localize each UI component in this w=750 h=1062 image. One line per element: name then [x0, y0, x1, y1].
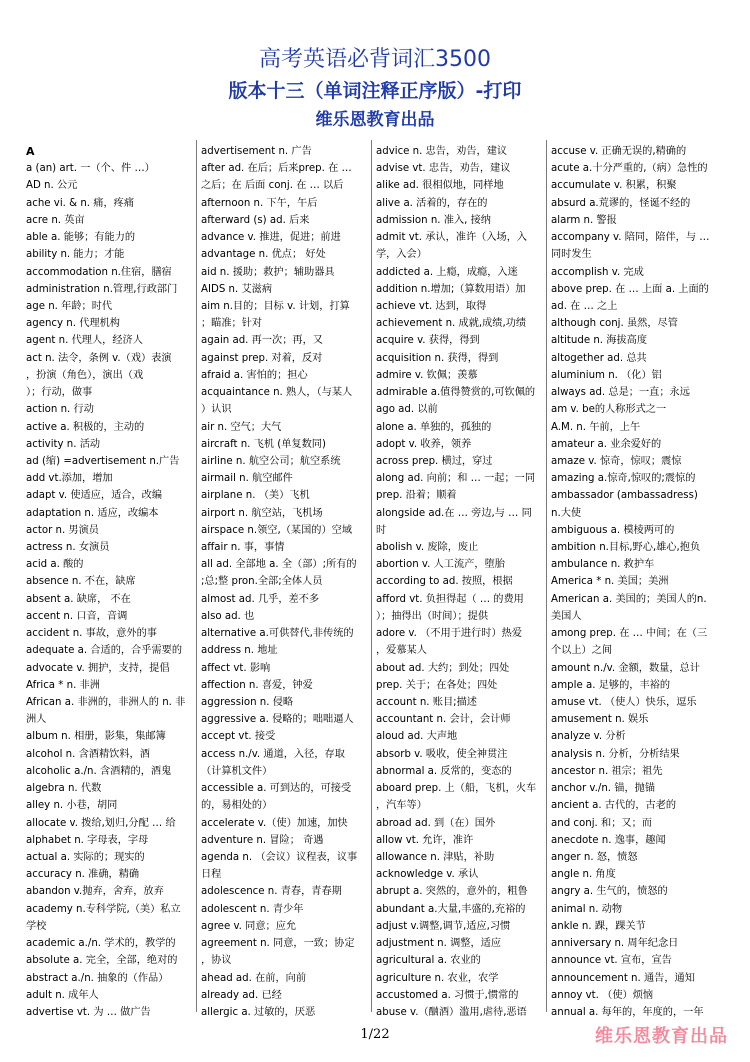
vocab-line: aircraft n. 飞机 (单复数同)	[201, 438, 326, 450]
vocab-line: airplane n. （美）飞机	[201, 490, 310, 502]
vocab-line: ，协议	[201, 955, 232, 967]
vocab-line: affection n. 喜爱，钟爱	[201, 679, 313, 691]
column-divider	[546, 140, 547, 1012]
vocab-line: admire v. 钦佩；羡慕	[376, 369, 478, 381]
vocab-line: academic a./n. 学术的，教学的	[26, 938, 176, 950]
vocab-line: admit vt. 承认，准许（入场，入	[376, 232, 528, 244]
vocab-line: afraid a. 害怕的；担心	[201, 369, 308, 381]
vocab-line: already ad. 已经	[201, 989, 282, 1001]
vocab-line: allergic a. 过敏的，厌恶	[201, 1006, 316, 1018]
vocab-line: all ad. 全部地 a. 全（部）;所有的	[201, 559, 357, 571]
vocab-line: ambulance n. 救护车	[551, 559, 655, 571]
vocab-line: analysis n. 分析，分析结果	[551, 748, 680, 760]
vocab-line: adolescence n. 青春，青春期	[201, 886, 342, 898]
vocab-line: prep. 关于；在各处；四处	[376, 679, 498, 691]
vocab-line: 同时发生	[551, 249, 592, 261]
vocab-line: accompany v. 陪同，陪伴，与 …	[551, 232, 710, 244]
vocab-line: although conj. 虽然，尽管	[551, 318, 678, 330]
vocab-line: amusement n. 娱乐	[551, 714, 649, 726]
vocab-line: acknowledge v. 承认	[376, 869, 479, 881]
vocab-line: according to ad. 按照，根据	[376, 576, 513, 588]
vocab-line: airspace n.领空,（某国的）空域	[201, 524, 353, 536]
vocab-line: ，扮演（角色），演出（戏	[26, 369, 144, 381]
vocab-line: 之后；在 后面 conj. 在 … 以后	[201, 180, 344, 192]
vocab-line: ankle n. 踝，踝关节	[551, 920, 646, 932]
vocab-line: ambassador (ambassadress)	[551, 490, 698, 502]
page-subtitle: 版本十三（单词注释正序版）-打印	[228, 80, 522, 102]
vocab-line: amuse vt. （使人）快乐，逗乐	[551, 697, 697, 708]
vocab-line: ）认识	[201, 404, 232, 416]
vocab-line: alive a. 活着的，存在的	[376, 197, 488, 209]
vocab-line: aboard prep. 上（船，飞机，火车	[376, 783, 537, 795]
vocab-line: annoy vt. （使）烦恼	[551, 989, 654, 1001]
vocab-line: aggression n. 侵略	[201, 697, 294, 708]
vocab-line: admission n. 准入, 接纳	[376, 214, 491, 226]
vocab-line: address n. 地址	[201, 645, 278, 657]
vocab-line: advance v. 推进，促进；前进	[201, 232, 341, 244]
vocab-line: angry a. 生气的，愤怒的	[551, 886, 668, 898]
vocab-line: administration n.管理,行政部门	[26, 283, 178, 295]
vocab-line: advocate v. 拥护，支持，提倡	[26, 662, 170, 674]
vocab-line: abnormal a. 反常的，变态的	[376, 765, 512, 777]
vocab-line: along ad. 向前；和 … 一起；一同	[376, 473, 536, 485]
vocab-column-4	[551, 143, 723, 1021]
vocab-line: ；瞄准；针对	[201, 318, 263, 330]
vocab-line: accountant n. 会计，会计师	[376, 714, 511, 726]
page-title: 高考英语必背词汇3500	[259, 47, 491, 72]
vocab-line: abortion v. 人工流产，堕胎	[376, 559, 505, 571]
vocab-line: anecdote n. 逸事，趣闻	[551, 834, 666, 846]
vocab-line: altitude n. 海拔高度	[551, 335, 648, 347]
vocab-line: about ad. 大约；到处；四处	[376, 662, 510, 674]
vocab-line: ，汽车等）	[376, 800, 427, 812]
vocab-line: affect vt. 影响	[201, 662, 271, 674]
vocab-line: adequate a. 合适的，合乎需要的	[26, 645, 183, 657]
vocab-line: account n. 账目;描述	[376, 697, 477, 708]
vocab-line: always ad. 总是；一直；永远	[551, 387, 690, 399]
vocab-line: and conj. 和；又；而	[551, 817, 652, 829]
vocab-line: prep. 沿着；顺着	[376, 490, 457, 502]
vocab-line: anniversary n. 周年纪念日	[551, 938, 679, 950]
vocab-line: adapt v. 使适应，适合，改编	[26, 490, 163, 502]
vocab-line: airport n. 航空站，飞机场	[201, 507, 323, 519]
vocab-line: American a. 美国的；美国人的n.	[551, 593, 707, 605]
vocab-line: again ad. 再一次；再，又	[201, 335, 323, 347]
vocab-line: amazing a.惊奇,惊叹的;震惊的	[551, 473, 696, 485]
vocab-line: air n. 空气；大气	[201, 421, 282, 433]
vocab-line: angle n. 角度	[551, 869, 616, 881]
vocab-line: accustomed a. 习惯于,惯常的	[376, 989, 519, 1001]
vocab-line: alcoholic a./n. 含酒精的，酒鬼	[26, 765, 172, 777]
vocab-line: 个以上）之间	[551, 645, 613, 657]
vocab-line: advertisement n. 广告	[201, 146, 312, 157]
vocab-line: against prep. 对着，反对	[201, 352, 323, 364]
vocab-line: abroad ad. 到（在）国外	[376, 817, 496, 829]
vocab-line: achieve vt. 达到，取得	[376, 300, 487, 312]
vocab-line: announce vt. 宣布，宣告	[551, 955, 672, 967]
vocab-line: acre n. 英亩	[26, 214, 85, 226]
vocab-line: ancestor n. 祖宗；祖先	[551, 765, 663, 777]
vocab-line: analyze v. 分析	[551, 731, 626, 743]
vocab-line: Africa * n. 非洲	[26, 679, 100, 691]
page-number: 1/22	[360, 1027, 390, 1042]
vocab-line: 日程	[201, 869, 222, 881]
vocab-line: accept vt. 接受	[201, 731, 276, 743]
publisher-line: 维乐恩教育出品	[315, 110, 435, 130]
vocab-line: A.M. n. 午前，上午	[551, 421, 641, 433]
vocab-line: alike ad. 很相似地，同样地	[376, 180, 504, 192]
vocab-line: actual a. 实际的；现实的	[26, 851, 145, 863]
vocab-column-2	[201, 143, 368, 1021]
vocab-line: ache vi. & n. 痛，疼痛	[26, 197, 135, 209]
vocab-line: abrupt a. 突然的，意外的，粗鲁	[376, 886, 528, 898]
vocab-line: ahead ad. 在前，向前	[201, 972, 307, 984]
vocab-line: aloud ad. 大声地	[376, 731, 458, 743]
vocab-line: ;总;整 pron.全部;全体人员	[201, 576, 323, 588]
vocab-line: agricultural a. 农业的	[376, 955, 481, 967]
vocab-line: absorb v. 吸收，使全神贯注	[376, 748, 508, 760]
vocab-line: admirable a.值得赞赏的,可钦佩的	[376, 387, 536, 399]
vocab-line: alcohol n. 含酒精饮料，酒	[26, 748, 150, 760]
vocab-line: afford vt. 负担得起（ … 的费用	[376, 593, 524, 605]
vocab-line: advise vt. 忠告，劝告，建议	[376, 163, 511, 175]
vocab-line: accent n. 口音，音调	[26, 610, 128, 622]
vocab-line: among prep. 在 … 中间；在（三	[551, 628, 708, 640]
vocab-line: across prep. 横过，穿过	[376, 455, 493, 467]
vocab-line: age n. 年龄；时代	[26, 300, 113, 312]
vocab-line: 洲人	[26, 714, 47, 726]
column-divider	[196, 140, 197, 1012]
vocab-line: adventure n. 冒险； 奇遇	[201, 834, 324, 846]
vocab-line: announcement n. 通告，通知	[551, 972, 695, 984]
vocab-line: AIDS n. 艾滋病	[201, 283, 273, 295]
vocab-line: adolescent n. 青少年	[201, 903, 304, 915]
vocab-line: active a. 积极的，主动的	[26, 421, 145, 433]
vocab-line: acute a.十分严重的,（病）急性的	[551, 163, 708, 175]
vocab-line: accumulate v. 积累，积聚	[551, 180, 677, 192]
vocab-line: allowance n. 津贴，补助	[376, 851, 495, 863]
vocab-line: advantage n. 优点； 好处	[201, 249, 326, 261]
vocab-line: aid n. 援助；救护；辅助器具	[201, 266, 335, 278]
vocab-line: airmail n. 航空邮件	[201, 473, 293, 485]
vocab-line: agent n. 代理人，经济人	[26, 335, 143, 347]
vocab-line: advice n. 忠告，劝告，建议	[376, 146, 508, 157]
vocab-line: adult n. 成年人	[26, 989, 99, 1001]
vocab-line: anchor v./n. 锚，抛锚	[551, 783, 656, 795]
vocab-line: abandon v.抛弃，舍弃，放弃	[26, 886, 164, 898]
vocab-line: ）；行动，做事	[26, 387, 93, 399]
section-letter: A	[26, 145, 35, 158]
vocab-line: am v. be的人称形式之一	[551, 404, 667, 416]
vocab-line: acquisition n. 获得，得到	[376, 352, 499, 364]
vocab-line: accuracy n. 准确，精确	[26, 869, 140, 881]
vocab-line: anger n. 怒，愤怒	[551, 851, 638, 863]
vocab-line: n.大使	[551, 507, 582, 519]
vocab-line: agree v. 同意；应允	[201, 920, 297, 932]
vocab-line: allow vt. 允许，准许	[376, 834, 474, 846]
vocab-line: 学校	[26, 920, 47, 932]
vocab-line: advertise vt. 为 … 做广告	[26, 1006, 151, 1018]
vocab-line: aim n.目的；目标 v. 计划，打算	[201, 300, 350, 312]
vocab-line: ambition n.目标,野心,雄心,抱负	[551, 542, 701, 554]
vocab-line: 时	[376, 524, 387, 536]
vocab-line: adjust v.调整,调节,适应,习惯	[376, 920, 511, 932]
vocab-line: ambiguous a. 模棱两可的	[551, 524, 675, 536]
vocab-line: access n./v. 通道，入径，存取	[201, 748, 345, 760]
vocab-line: academy n.专科学院,（美）私立	[26, 903, 181, 915]
vocab-line: afternoon n. 下午，午后	[201, 197, 318, 209]
vocab-line: agenda n. （会议）议程表，议事	[201, 851, 358, 863]
vocab-line: action n. 行动	[26, 404, 94, 416]
vocab-line: ad. 在 … 之上	[551, 300, 618, 312]
vocab-line: actress n. 女演员	[26, 542, 110, 554]
vocab-line: addition n.增加;（算数用语）加	[376, 283, 526, 295]
vocab-line: accommodation n.住宿，膳宿	[26, 266, 172, 278]
vocab-line: alarm n. 警报	[551, 214, 617, 226]
vocab-line: add vt.添加，增加	[26, 473, 113, 485]
vocab-line: amateur a. 业余爱好的	[551, 438, 662, 450]
vocab-line: addicted a. 上瘾，成瘾，入迷	[376, 266, 518, 278]
vocab-line: agriculture n. 农业，农学	[376, 972, 499, 984]
vocab-column-3	[376, 143, 543, 1021]
vocab-line: activity n. 活动	[26, 438, 101, 450]
vocab-line: algebra n. 代数	[26, 783, 102, 795]
vocab-line: accident n. 事故，意外的事	[26, 628, 157, 640]
vocab-line: ad (缩) =advertisement n.广告	[26, 455, 180, 467]
vocab-line: airline n. 航空公司；航空系统	[201, 455, 341, 467]
vocab-line: aggressive a. 侵略的；咄咄逼人	[201, 714, 354, 726]
vocab-line: accessible a. 可到达的，可接受	[201, 783, 352, 795]
vocab-line: adopt v. 收养，领养	[376, 438, 472, 450]
vocab-line: amount n./v. 金额，数量，总计	[551, 662, 700, 674]
vocab-line: agreement n. 同意，一致；协定	[201, 938, 355, 950]
vocab-line: alternative a.可供替代,非传统的	[201, 628, 354, 640]
vocab-line: album n. 相册，影集，集邮簿	[26, 731, 166, 743]
vocab-line: ）；抽得出（时间）；提供	[376, 610, 489, 622]
vocab-line: aluminium n. （化）铝	[551, 369, 662, 381]
vocab-line: alley n. 小巷，胡同	[26, 800, 118, 812]
vocab-line: almost ad. 几乎，差不多	[201, 593, 320, 605]
vocab-line: （计算机文件）	[201, 765, 273, 777]
vocab-line: ，爱慕某人	[376, 645, 427, 657]
vocab-line: acquire v. 获得，得到	[376, 335, 480, 347]
vocab-line: 美国人	[551, 610, 582, 622]
vocab-line: absurd a.荒谬的，怪诞不经的	[551, 197, 691, 209]
vocab-line: accomplish v. 完成	[551, 266, 644, 278]
vocab-line: adaptation n. 适应，改编本	[26, 507, 159, 519]
vocab-line: afterward (s) ad. 后来	[201, 214, 310, 226]
vocab-column-1	[26, 143, 193, 1021]
vocab-line: alongside ad.在 … 旁边,与 … 同	[376, 507, 532, 519]
vocab-line: abstract a./n. 抽象的（作品）	[26, 972, 169, 984]
vocab-line: acquaintance n. 熟人，（与某人	[201, 387, 353, 399]
vocab-line: amaze v. 惊奇，惊叹；震惊	[551, 455, 682, 467]
vocab-line: achievement n. 成就,成绩,功绩	[376, 318, 527, 330]
vocab-line: America * n. 美国；美洲	[551, 576, 669, 588]
vocab-line: ago ad. 以前	[376, 404, 438, 416]
vocab-line: allocate v. 拨给,划归,分配 … 给	[26, 817, 176, 829]
vocab-line: actor n. 男演员	[26, 524, 99, 536]
vocab-line: a (an) art. 一（个、件 …）	[26, 163, 155, 175]
vocab-line: also ad. 也	[201, 610, 255, 622]
vocab-line: animal n. 动物	[551, 903, 623, 915]
vocab-line: adore v. （不用于进行时）热爱	[376, 628, 523, 640]
vocab-line: accelerate v.（使）加速，加快	[201, 817, 348, 829]
column-divider	[371, 140, 372, 1012]
vocab-line: ability n. 能力；才能	[26, 249, 125, 261]
vocab-line: absence n. 不在，缺席	[26, 576, 136, 588]
vocab-line: abundant a.大量,丰盛的,充裕的	[376, 903, 526, 915]
vocab-line: acid a. 酸的	[26, 559, 84, 571]
vocab-line: able a. 能够；有能力的	[26, 232, 136, 244]
vocab-line: after ad. 在后；后来prep. 在 …	[201, 163, 352, 175]
vocab-line: annual a. 每年的，年度的，一年	[551, 1006, 704, 1018]
vocab-line: altogether ad. 总共	[551, 352, 647, 364]
watermark-logo: 维乐恩教育出品	[595, 1026, 728, 1047]
vocab-line: AD n. 公元	[26, 180, 78, 192]
vocab-line: alone a. 单独的，孤独的	[376, 421, 492, 433]
vocab-line: absent a. 缺席， 不在	[26, 593, 131, 605]
vocab-line: ancient a. 古代的，古老的	[551, 800, 677, 812]
vocab-line: above prep. 在 … 上面 a. 上面的	[551, 283, 709, 295]
vocab-line: affair n. 事，事情	[201, 542, 285, 554]
vocab-line: abolish v. 废除，废止	[376, 542, 479, 554]
vocab-line: 学，入会）	[376, 249, 427, 261]
vocab-line: absolute a. 完全，全部，绝对的	[26, 955, 178, 967]
vocab-line: agency n. 代理机构	[26, 318, 120, 330]
vocab-line: ample a. 足够的，丰裕的	[551, 679, 671, 691]
vocab-line: African a. 非洲的，非洲人的 n. 非	[26, 697, 186, 708]
vocab-line: abuse v.（酗酒）滥用,虐待,恶语	[376, 1006, 527, 1018]
vocab-line: 的，易相处的）	[201, 800, 273, 812]
vocab-line: accuse v. 正确无误的,精确的	[551, 146, 687, 157]
vocab-line: adjustment n. 调整，适应	[376, 938, 502, 950]
vocab-line: alphabet n. 字母表，字母	[26, 834, 149, 846]
vocab-line: act n. 法令，条例 v.（戏）表演	[26, 352, 172, 364]
